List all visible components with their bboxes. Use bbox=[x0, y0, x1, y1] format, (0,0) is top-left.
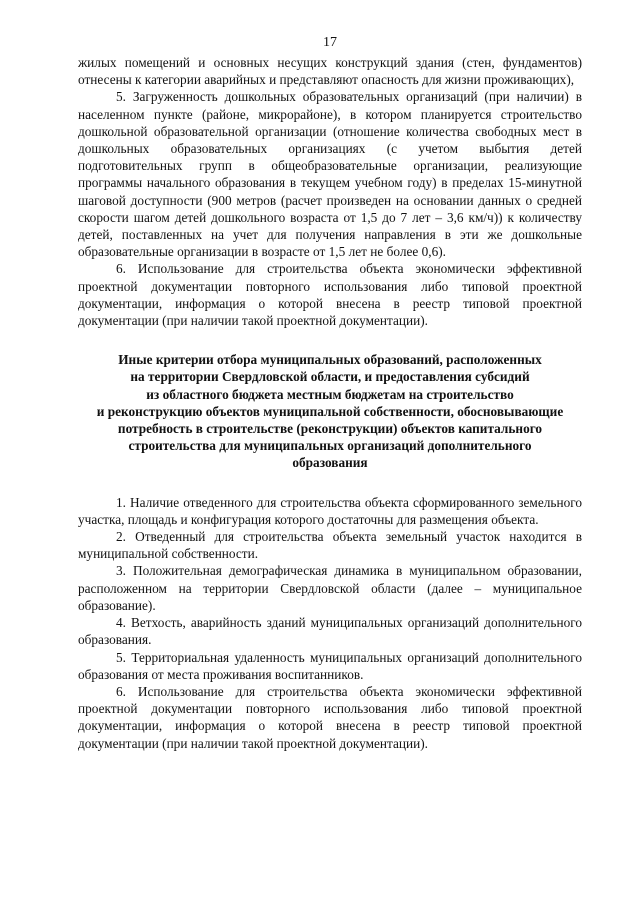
criterion-item-6: 6. Использование для строительства объекта экономически эффективной проектной документации повторного использования либо типовой проектной документации, информация о которой внесена в реестр типовой проектной документации (при наличии такой проектной документации). bbox=[78, 683, 582, 751]
heading-line: на территории Свердловской области, и предоставления субсидий bbox=[130, 369, 530, 385]
section-heading bbox=[78, 351, 582, 471]
criterion-item-5: 5. Территориальная удаленность муниципальных организаций дополнительного образования от места проживания воспитанников. bbox=[78, 649, 582, 682]
heading-line: из областного бюджета местным бюджетам на строительство bbox=[146, 386, 514, 402]
heading-line: потребность в строительстве (реконструкции) объектов капитального bbox=[117, 421, 543, 437]
paragraph-item-5-preschool-load: 5. Загруженность дошкольных образовательных организаций (при наличии) в населенном пункте (районе, микрорайоне), в котором планируется строительство дошкольной образовательной организации (отношение количества свободных мест в дошкольных образовательных организациях (с учетом выбытия детей подготовительных групп в общеобразовательные организации, реализующие программы начального образования в текущем учебном году) в пределах 15-минутной шаговой доступности (900 метров (расчет произведен на основании данных о средней скорости шагом детей дошкольного возраста от 1,5 до 7 лет – 3,6 км/ч)) к количеству детей, поставленных на учет для получения направления в эти же дошкольные образовательные организации в возрасте от 1,5 лет не более 0,6). bbox=[78, 89, 582, 260]
heading-line: образования bbox=[292, 455, 368, 471]
heading-line: Иные критерии отбора муниципальных образований, расположенных bbox=[118, 352, 542, 368]
criterion-item-3: 3. Положительная демографическая динамика в муниципальном образовании, расположенном на территории Свердловской области (далее – муниципальное образование). bbox=[78, 563, 582, 613]
criterion-item-2: 2. Отведенный для строительства объекта земельный участок находится в муниципальной собственности. bbox=[78, 529, 582, 562]
criterion-item-1: 1. Наличие отведенного для строительства объекта сформированного земельного участка, площадь и конфигурация которого достаточны для размещения объекта. bbox=[78, 494, 582, 527]
heading-line: строительства для муниципальных организаций дополнительного bbox=[128, 438, 532, 454]
heading-line: и реконструкцию объектов муниципальной собственности, обосновывающие bbox=[96, 403, 564, 419]
paragraph-item-6-design-docs: 6. Использование для строительства объекта экономически эффективной проектной документации повторного использования либо типовой проектной документации, информация о которой внесена в реестр типовой проектной документации (при наличии такой проектной документации). bbox=[78, 261, 582, 329]
criterion-item-4: 4. Ветхость, аварийность зданий муниципальных организаций дополнительного образования. bbox=[78, 615, 582, 648]
paragraph-continuation: жилых помещений и основных несущих конструкций здания (стен, фундаментов) отнесены к категории аварийных и представляют опасность для жизни проживающих), bbox=[78, 55, 582, 88]
page-number: 17 bbox=[323, 35, 337, 50]
